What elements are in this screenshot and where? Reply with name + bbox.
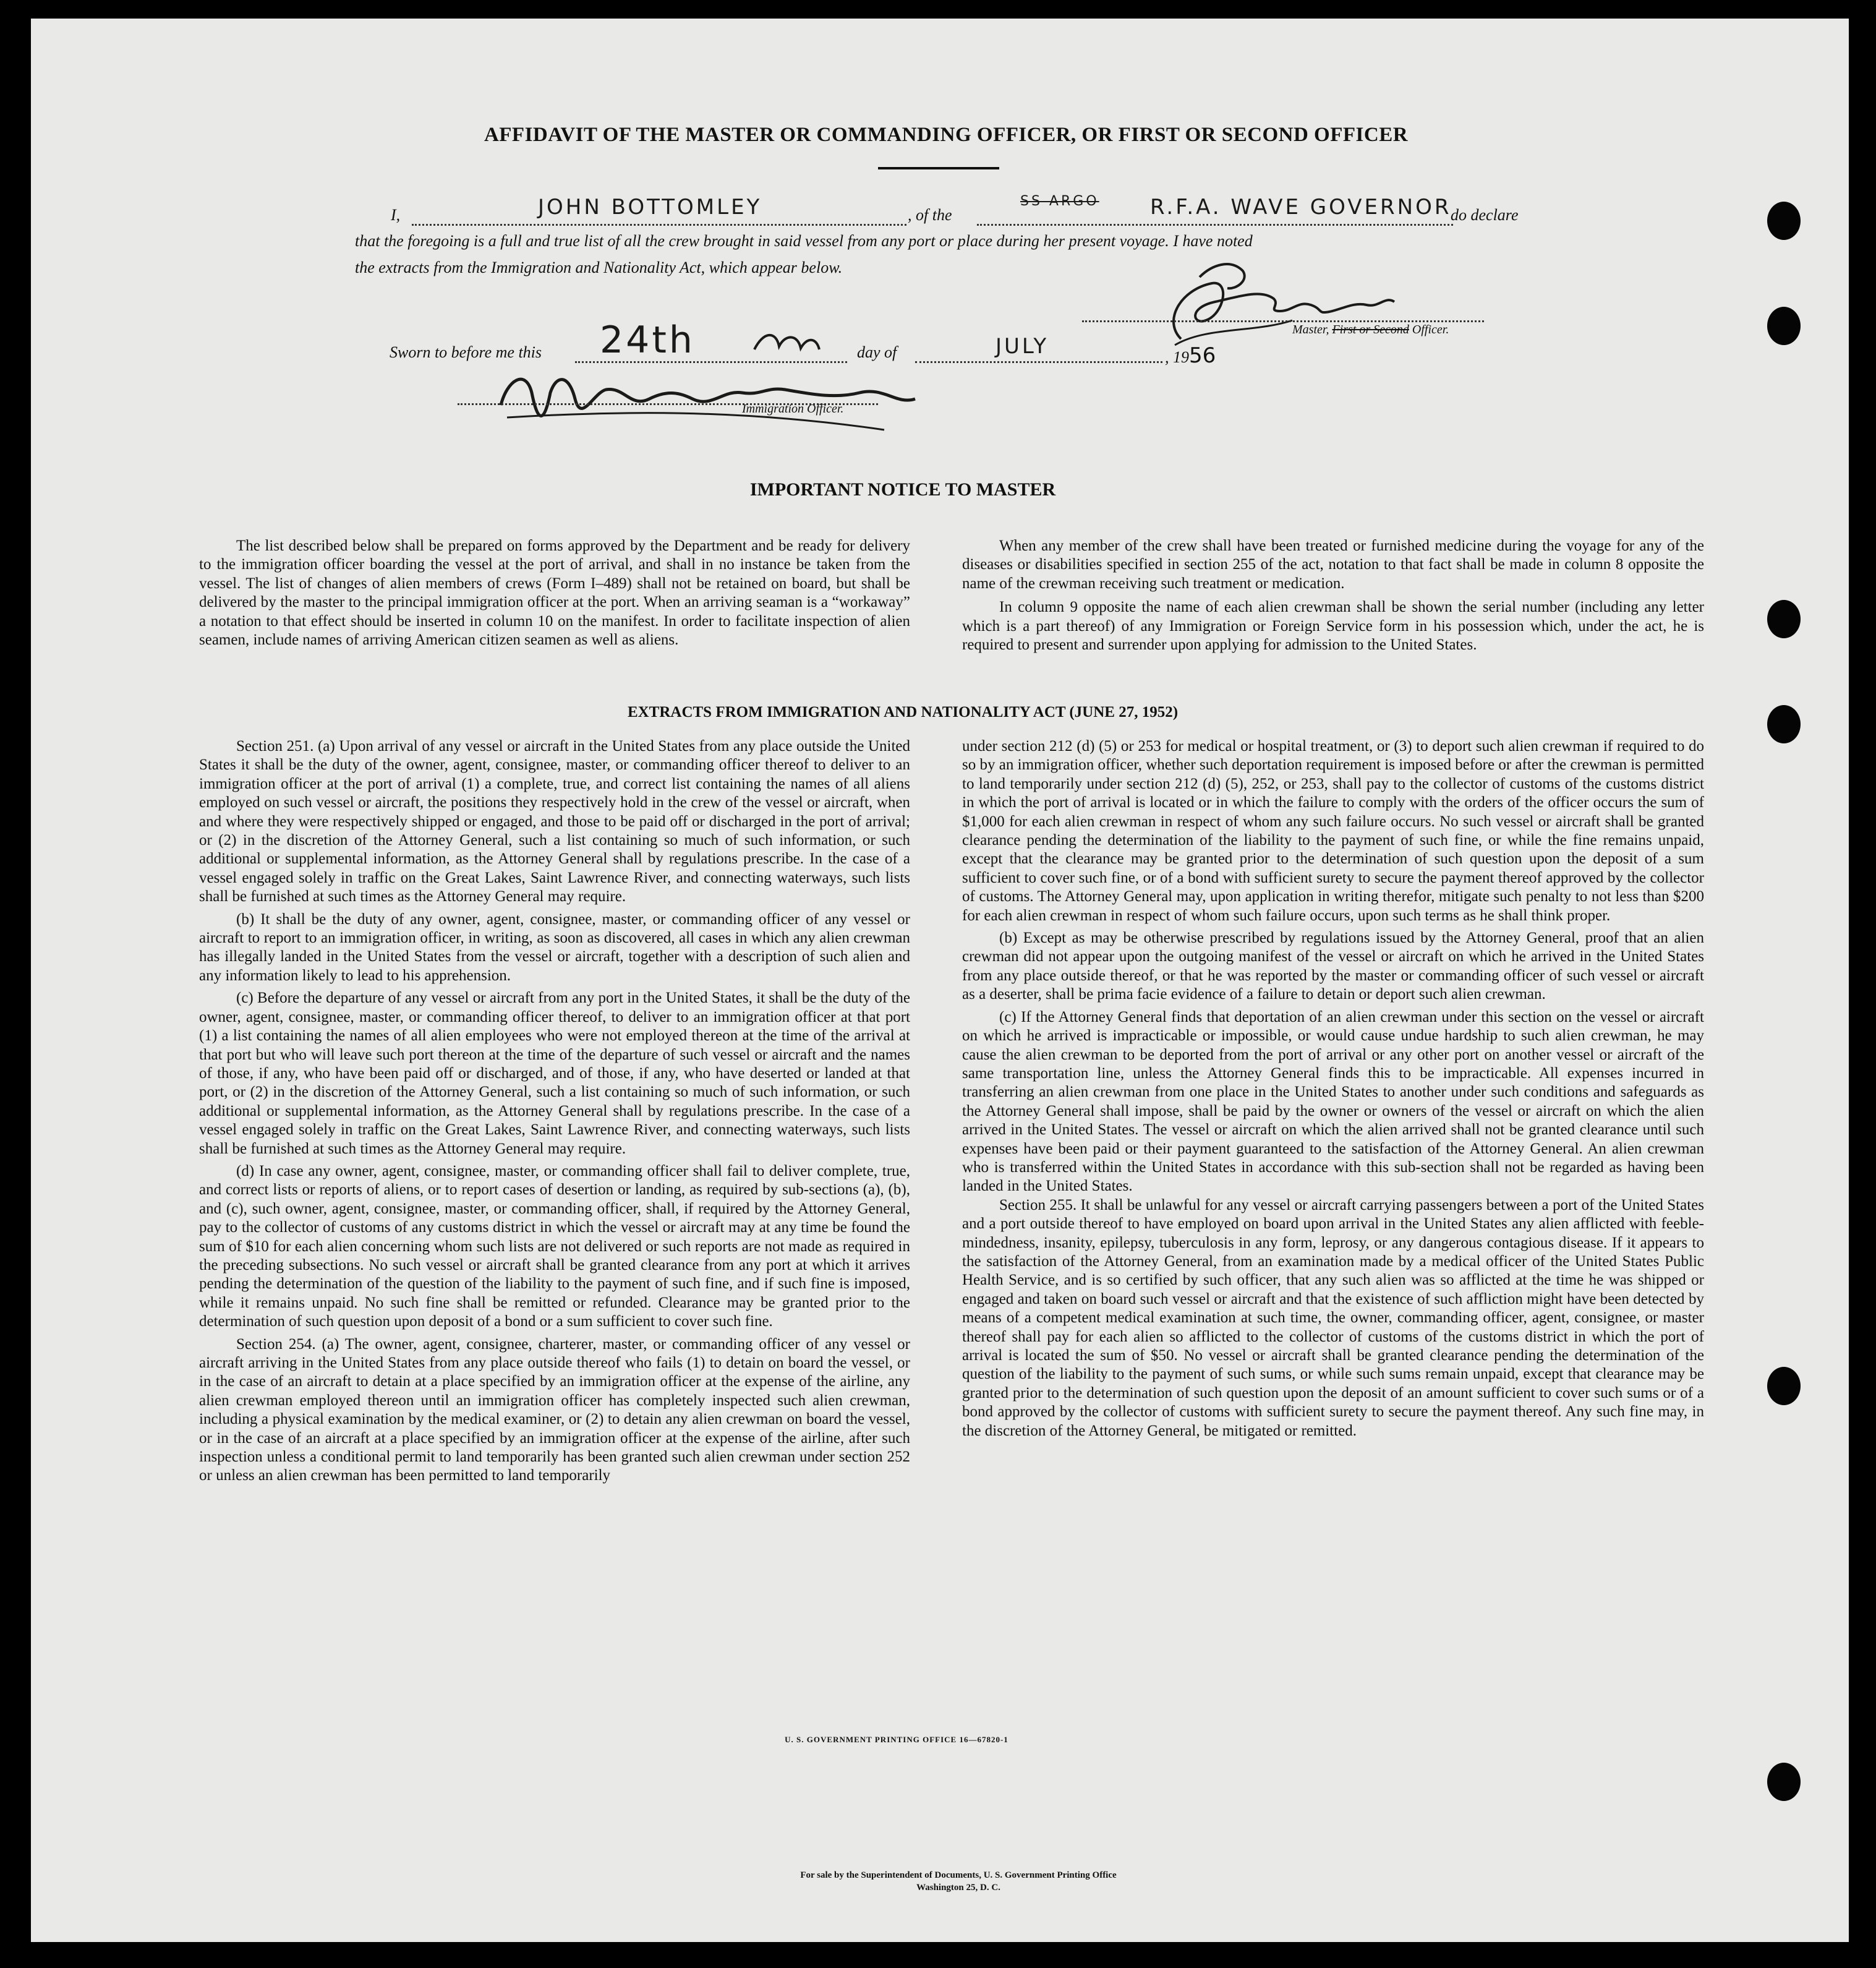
sworn-label: Sworn to before me this xyxy=(390,343,542,361)
notice-right-paragraph-2: In column 9 opposite the name of each alien crewman shall be shown the serial number (including any letter which is a part thereof) of any Immigration or Foreign Service form in his possession which, under the act, he is required to present and surrender upon applying for admission to the United States. xyxy=(962,599,1704,654)
notice-left-column xyxy=(199,537,910,649)
binder-hole xyxy=(1767,705,1801,743)
notice-left-paragraph: The list described below shall be prepared on forms approved by the Department and be ready for delivery to the immigration officer boarding the vessel at the port of arrival, and shall in no instance be taken from the vessel. The list of changes of alien members of crews (Form I–489) shall not be retained on board, but shall be delivered by the master to the principal immigration officer at the port. When an arriving seaman is a “workaway” a notation to that effect should be inserted in column 10 on the manifest. In order to facilitate inspection of alien seamen, include names of arriving American citizen seamen as well as aliens. xyxy=(199,537,910,649)
master-label-struck: First or Second xyxy=(1332,323,1409,336)
immigration-officer-signature xyxy=(488,356,921,442)
binder-hole xyxy=(1767,1763,1801,1801)
footer-line-1: For sale by the Superintendent of Documents, U. S. Government Printing Office xyxy=(800,1870,1117,1880)
day-handwritten: 24th xyxy=(600,319,695,362)
day-of-label: day of xyxy=(857,343,897,361)
binder-hole xyxy=(1767,1367,1801,1405)
extracts-heading: EXTRACTS FROM IMMIGRATION AND NATIONALITY ACT (JUNE 27, 1952) xyxy=(627,704,1179,721)
declaration-line-3: the extracts from the Immigration and Nationality Act, which appear below. xyxy=(355,259,843,276)
month-handwritten: JULY xyxy=(996,334,1049,359)
year-prefix-text: , 19 xyxy=(1165,348,1189,366)
section-254-a-cont: under section 212 (d) (5) or 253 for medical or hospital treatment, or (3) to deport such alien crewman if required to do so by an immigration officer, whether such deportation requirement is imposed before or after the crewman is permitted to land temporarily under section 212 (d) (5), 252, or 253, shall pay to the collector of customs of the customs district in which the port of arrival is located or in which the failure to comply with the orders of the officer occurs the sum of $1,000 for each alien crewman in respect of whom any such failure occurs. No such vessel or aircraft shall be granted clearance pending the determination of the liability to the payment of such fine, or while the fine remains unpaid, except that the clearance may be granted prior to the determination of such question upon the deposit of a sum sufficient to cover such fine, or of a bond with sufficient surety to secure the payment thereof approved by the collector of customs. The Attorney General may, upon application in writing therefor, mitigate such penalty to not less than $200 for each alien crewman in respect of whom such failure occurs, upon such terms as he shall think proper. xyxy=(962,738,1704,924)
of-the-label: , of the xyxy=(908,206,952,224)
notice-right-paragraph-1: When any member of the crew shall have been treated or furnished medicine during the voyage for any of the diseases or disabilities specified in section 255 of the act, notation to that fact shall be made in column 8 opposite the name of the crewman receiving such treatment or medication. xyxy=(962,537,1704,592)
form-page xyxy=(31,19,1849,1942)
binder-hole xyxy=(1767,600,1801,638)
section-251-d: (d) In case any owner, agent, consignee, master, or commanding officer shall fail to deliver complete, true, and correct lists or reports of aliens, or to report cases of desertion or landing, as required by sub-sections (a), (b), and (c), such owner, agent, consignee, master, or commanding officer, shall, if required by the Attorney General, pay to the collector of customs of any customs district in which the vessel or aircraft may at any time be found the sum of $10 for each alien concerning whom such lists are not delivered or such reports are not made as required in the preceding subsections. No such vessel or aircraft shall be granted clearance from any port at which it arrives pending the determination of the question of the liability to the payment of such fine, and if such fine is imposed, while it remains unpaid. No such fine shall be remitted or refunded. Clearance may be granted prior to the determination of such question upon deposit of a bond or a sum sufficient to cover such fine. xyxy=(199,1162,910,1330)
printing-office-line: U. S. GOVERNMENT PRINTING OFFICE 16—67820-1 xyxy=(785,1735,1008,1744)
section-251-b: (b) It shall be the duty of any owner, agent, consignee, master, or commanding officer of any vessel or aircraft to report to an immigration officer, in writing, as soon as discovered, all cases in which any alien crewman has illegally landed in the United States from the vessel or aircraft, together with a description of such alien and any information likely to lead to his apprehension. xyxy=(199,910,910,984)
master-signature-line xyxy=(1082,319,1484,322)
title-rule xyxy=(878,167,999,169)
name-dotted-line xyxy=(412,223,906,226)
section-251-c: (c) Before the departure of any vessel or aircraft from any port in the United States, it shall be the duty of the owner, agent, consignee, master, or commanding officer thereof, to deliver to an immigration officer at that port (1) a list containing the names of all alien employees who were not employed thereon at the time of the arrival at that port but who will leave such port thereon at the time of the departure of such vessel or aircraft and the names of those, if any, who have been paid off or discharged, and of those, if any, who have deserted or landed at that port, or (2) in the discretion of the Attorney General, such a list containing so much of such information, or such additional or supplemental information, as the Attorney General shall by regulations prescribe. In the case of a vessel engaged solely in traffic on the Great Lakes, Saint Lawrence River, and connecting waterways, such lists shall be furnished at such times as the Attorney General may require. xyxy=(199,990,910,1157)
section-254-c: (c) If the Attorney General finds that deportation of an alien crewman under this section on the vessel or aircraft on which he arrived is impracticable or impossible, or would cause undue hardship to such alien crewman, he may cause the alien crewman to be deported from the port of arrival or any other port on another vessel or aircraft of the same transportation line, unless the Attorney General finds this to be impracticable. All expenses incurred in transferring an alien crewman from one place in the United States to another under such conditions and safeguards as the Attorney General shall impose, shall be paid by the owner or owners of the vessel or aircraft on which the alien arrived in the United States. The vessel or aircraft on which the alien arrived shall not be granted clearance until such expenses have been paid or their payment guaranteed to the satisfaction of the Attorney General. An alien crewman who is transferred within the United States in accordance with this sub-section shall not be regarded as having been landed in the United States. xyxy=(962,1008,1704,1195)
notice-right-column xyxy=(962,537,1704,654)
vessel-name-handwritten: R.F.A. WAVE GOVERNOR xyxy=(1150,195,1452,220)
struck-vessel-prefix: SS ARGO xyxy=(1020,194,1099,209)
master-name-handwritten: JOHN BOTTOMLEY xyxy=(538,195,762,220)
binder-hole xyxy=(1767,307,1801,345)
do-declare-label: do declare xyxy=(1451,206,1519,224)
i-label: I, xyxy=(391,206,401,224)
extracts-left-column xyxy=(199,737,910,1486)
section-255: Section 255. It shall be unlawful for any vessel or aircraft carrying passengers between a port of the United States and a port outside thereof to have employed on board upon arrival in the United States any alien afflicted with feeble-mindedness, insanity, epilepsy, tuberculosis in any form, leprosy, or any dangerous contagious disease. If it appears to the satisfaction of the Attorney General, from an examination made by a medical officer of the United States Public Health Service, and is so certified by such officer, that any such alien was so afflicted at the time he was shipped or engaged and taken on board such vessel or aircraft and that the existence of such affliction might have been detected by means of a competent medical examination at such time, the owner, commanding officer, agent, consignee, or master thereof shall pay for each alien so afflicted to the collector of customs of the customs district in which the port of arrival is located the sum of $50. No vessel or aircraft shall be granted clearance pending the determination of the question of the liability to the payment of such sums, or while such sums remain unpaid, except that clearance may be granted prior to the determination of such question upon the deposit of an amount sufficient to cover such sums or of a bond approved by the collector of customs with sufficient surety to secure the payment thereof. Any such fine may, in the discretion of the Attorney General, be mitigated or remitted. xyxy=(962,1196,1704,1439)
section-254-b: (b) Except as may be otherwise prescribed by regulations issued by the Attorney General, proof that an alien crewman did not appear upon the outgoing manifest of the vessel or aircraft on which he arrived in the United States from any place outside thereof, or that he was reported by the master or commanding officer of such vessel or aircraft as a deserter, shall be prima facie evidence of a failure to detain or deport such alien crewman. xyxy=(962,930,1704,1003)
master-officer-label xyxy=(1292,323,1449,337)
section-251-a: Section 251. (a) Upon arrival of any vessel or aircraft in the United States from any place outside the United States it shall be the duty of the owner, agent, consignee, master, or commanding officer thereof to deliver to an immigration officer at the port of arrival (1) a complete, true, and correct list containing the names of all aliens employed on such vessel or aircraft, the positions they respectively hold in the crew of the vessel or aircraft, when and where they were respectively shipped or engaged, and those to be paid off or discharged in the port of arrival; or (2) in the discretion of the Attorney General, such a list containing so much of such information, or such additional or supplemental information, as the Attorney General shall by regulations prescribe. In the case of a vessel engaged solely in traffic on the Great Lakes, Saint Lawrence River, and connecting waterways, such lists shall be furnished at such times as the Attorney General may require. xyxy=(199,738,910,905)
vessel-dotted-line xyxy=(977,223,1453,226)
extracts-right-column xyxy=(962,737,1704,1440)
immigration-officer-label: Immigration Officer. xyxy=(742,402,844,416)
master-signature xyxy=(1156,252,1416,357)
declaration-line-2: that the foregoing is a full and true list of all the crew brought in said vessel from any port or place during her present voyage. I have noted xyxy=(355,232,1253,250)
master-label-suffix: Officer. xyxy=(1412,323,1449,336)
footer-line-2: Washington 25, D. C. xyxy=(916,1883,1000,1893)
year-handwritten: 56 xyxy=(1189,343,1216,368)
year-prefix xyxy=(1165,343,1216,368)
affidavit-title: AFFIDAVIT OF THE MASTER OR COMMANDING OFFICER, OR FIRST OR SECOND OFFICER xyxy=(484,124,1409,146)
section-254-a: Section 254. (a) The owner, agent, consignee, charterer, master, or commanding officer of any vessel or aircraft arriving in the United States from any place outside thereof who fails (1) to detain on board the vessel, or in the case of an aircraft to detain at a place specified by an immigration officer at the expense of the airline, any alien crewman employed thereon until an immigration officer has completely inspected such alien crewman, including a physical examination by the medical examiner, or (2) to detain any alien crewman on board the vessel, or in the case of an aircraft at a place specified by an immigration officer at the expense of the airline, after such inspection unless a conditional permit to land temporarily has been granted such alien crewman under section 252 or unless an alien crewman has been permitted to land temporarily xyxy=(199,1335,910,1484)
binder-hole xyxy=(1767,202,1801,240)
month-dotted-line xyxy=(915,360,1162,363)
master-label-prefix: Master, xyxy=(1292,323,1329,336)
notice-heading: IMPORTANT NOTICE TO MASTER xyxy=(749,479,1056,500)
